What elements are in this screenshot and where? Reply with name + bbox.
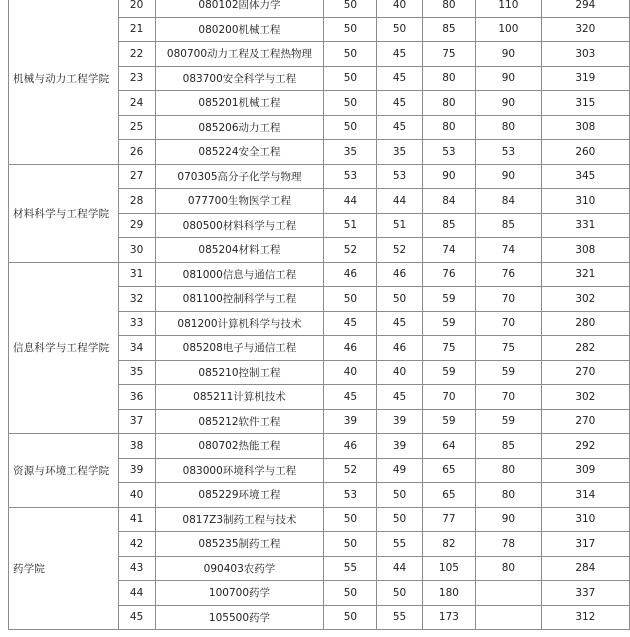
subject1-score-cell: 84 (422, 189, 475, 214)
table-row (9, 262, 630, 287)
subject1-score-cell: 105 (422, 556, 475, 581)
foreign-language-score-cell: 45 (377, 66, 422, 91)
total-score-cell: 284 (541, 556, 629, 581)
table-row (9, 164, 630, 189)
total-score-cell: 302 (541, 385, 629, 410)
foreign-language-score-cell: 55 (377, 532, 422, 557)
subject2-score-cell: 59 (476, 409, 542, 434)
subject1-score-cell: 75 (422, 336, 475, 361)
total-score-cell: 310 (541, 189, 629, 214)
foreign-language-score-cell: 40 (377, 360, 422, 385)
politics-score-cell: 55 (324, 556, 377, 581)
total-score-cell: 317 (541, 532, 629, 557)
total-score-cell: 270 (541, 409, 629, 434)
politics-score-cell: 50 (324, 17, 377, 42)
politics-score-cell: 50 (324, 91, 377, 116)
subject2-score-cell (476, 605, 542, 630)
major-cell: 081100控制科学与工程 (155, 287, 324, 312)
row-number-cell: 43 (118, 556, 155, 581)
total-score-cell: 308 (541, 238, 629, 263)
major-cell: 080200机械工程 (155, 17, 324, 42)
subject1-score-cell: 59 (422, 409, 475, 434)
row-number-cell: 37 (118, 409, 155, 434)
politics-score-cell: 50 (324, 42, 377, 67)
row-number-cell: 24 (118, 91, 155, 116)
total-score-cell: 345 (541, 164, 629, 189)
college-cell: 机械与动力工程学院 (9, 0, 119, 164)
total-score-cell: 319 (541, 66, 629, 91)
row-number-cell: 30 (118, 238, 155, 263)
row-number-cell: 45 (118, 605, 155, 630)
total-score-cell: 310 (541, 507, 629, 532)
subject1-score-cell: 77 (422, 507, 475, 532)
subject2-score-cell: 85 (476, 434, 542, 459)
subject2-score-cell: 80 (476, 556, 542, 581)
politics-score-cell: 50 (324, 0, 377, 17)
total-score-cell: 294 (541, 0, 629, 17)
major-cell: 085210控制工程 (155, 360, 324, 385)
major-cell: 085212软件工程 (155, 409, 324, 434)
foreign-language-score-cell: 50 (377, 581, 422, 606)
table-row (9, 507, 630, 532)
politics-score-cell: 53 (324, 483, 377, 508)
subject2-score-cell: 70 (476, 311, 542, 336)
foreign-language-score-cell: 50 (377, 17, 422, 42)
subject1-score-cell: 75 (422, 42, 475, 67)
major-cell: 080500材料科学与工程 (155, 213, 324, 238)
subject2-score-cell: 90 (476, 66, 542, 91)
table-row (9, 434, 630, 459)
subject2-score-cell: 53 (476, 140, 542, 165)
subject2-score-cell: 76 (476, 262, 542, 287)
subject2-score-cell: 85 (476, 213, 542, 238)
subject1-score-cell: 80 (422, 0, 475, 17)
politics-score-cell: 45 (324, 385, 377, 410)
row-number-cell: 35 (118, 360, 155, 385)
row-number-cell: 34 (118, 336, 155, 361)
major-cell: 085224安全工程 (155, 140, 324, 165)
foreign-language-score-cell: 45 (377, 42, 422, 67)
row-number-cell: 31 (118, 262, 155, 287)
politics-score-cell: 46 (324, 262, 377, 287)
politics-score-cell: 50 (324, 507, 377, 532)
politics-score-cell: 46 (324, 336, 377, 361)
politics-score-cell: 52 (324, 458, 377, 483)
subject2-score-cell: 80 (476, 115, 542, 140)
subject1-score-cell: 180 (422, 581, 475, 606)
college-cell: 药学院 (9, 507, 119, 630)
foreign-language-score-cell: 45 (377, 311, 422, 336)
politics-score-cell: 53 (324, 164, 377, 189)
subject1-score-cell: 80 (422, 66, 475, 91)
foreign-language-score-cell: 50 (377, 483, 422, 508)
total-score-cell: 260 (541, 140, 629, 165)
row-number-cell: 39 (118, 458, 155, 483)
row-number-cell: 28 (118, 189, 155, 214)
major-cell: 090403农药学 (155, 556, 324, 581)
politics-score-cell: 50 (324, 581, 377, 606)
politics-score-cell: 50 (324, 66, 377, 91)
subject2-score-cell: 74 (476, 238, 542, 263)
subject1-score-cell: 76 (422, 262, 475, 287)
subject2-score-cell (476, 581, 542, 606)
row-number-cell: 41 (118, 507, 155, 532)
row-number-cell: 26 (118, 140, 155, 165)
subject2-score-cell: 80 (476, 458, 542, 483)
subject1-score-cell: 53 (422, 140, 475, 165)
row-number-cell: 42 (118, 532, 155, 557)
subject1-score-cell: 82 (422, 532, 475, 557)
subject2-score-cell: 75 (476, 336, 542, 361)
total-score-cell: 314 (541, 483, 629, 508)
subject1-score-cell: 85 (422, 213, 475, 238)
subject2-score-cell: 90 (476, 91, 542, 116)
score-table (8, 0, 630, 630)
subject1-score-cell: 74 (422, 238, 475, 263)
total-score-cell: 308 (541, 115, 629, 140)
major-cell: 083000环境科学与工程 (155, 458, 324, 483)
row-number-cell: 21 (118, 17, 155, 42)
major-cell: 077700生物医学工程 (155, 189, 324, 214)
subject2-score-cell: 100 (476, 17, 542, 42)
college-cell: 材料科学与工程学院 (9, 164, 119, 262)
foreign-language-score-cell: 45 (377, 385, 422, 410)
politics-score-cell: 46 (324, 434, 377, 459)
subject2-score-cell: 90 (476, 164, 542, 189)
major-cell: 105500药学 (155, 605, 324, 630)
subject1-score-cell: 59 (422, 287, 475, 312)
subject1-score-cell: 70 (422, 385, 475, 410)
table-body (9, 0, 630, 630)
major-cell: 085235制药工程 (155, 532, 324, 557)
row-number-cell: 29 (118, 213, 155, 238)
total-score-cell: 321 (541, 262, 629, 287)
total-score-cell: 337 (541, 581, 629, 606)
subject1-score-cell: 59 (422, 360, 475, 385)
politics-score-cell: 52 (324, 238, 377, 263)
foreign-language-score-cell: 44 (377, 556, 422, 581)
subject2-score-cell: 90 (476, 42, 542, 67)
foreign-language-score-cell: 45 (377, 115, 422, 140)
total-score-cell: 302 (541, 287, 629, 312)
total-score-cell: 320 (541, 17, 629, 42)
foreign-language-score-cell: 35 (377, 140, 422, 165)
foreign-language-score-cell: 45 (377, 91, 422, 116)
subject1-score-cell: 59 (422, 311, 475, 336)
politics-score-cell: 35 (324, 140, 377, 165)
foreign-language-score-cell: 46 (377, 262, 422, 287)
total-score-cell: 292 (541, 434, 629, 459)
major-cell: 081200计算机科学与技术 (155, 311, 324, 336)
major-cell: 085208电子与通信工程 (155, 336, 324, 361)
row-number-cell: 20 (118, 0, 155, 17)
subject1-score-cell: 65 (422, 483, 475, 508)
subject1-score-cell: 65 (422, 458, 475, 483)
subject1-score-cell: 85 (422, 17, 475, 42)
foreign-language-score-cell: 50 (377, 507, 422, 532)
subject1-score-cell: 173 (422, 605, 475, 630)
politics-score-cell: 51 (324, 213, 377, 238)
foreign-language-score-cell: 55 (377, 605, 422, 630)
major-cell: 085229环境工程 (155, 483, 324, 508)
foreign-language-score-cell: 51 (377, 213, 422, 238)
foreign-language-score-cell: 44 (377, 189, 422, 214)
major-cell: 070305高分子化学与物理 (155, 164, 324, 189)
table-row (9, 0, 630, 17)
major-cell: 080700动力工程及工程热物理 (155, 42, 324, 67)
subject2-score-cell: 70 (476, 385, 542, 410)
politics-score-cell: 39 (324, 409, 377, 434)
total-score-cell: 270 (541, 360, 629, 385)
row-number-cell: 38 (118, 434, 155, 459)
foreign-language-score-cell: 46 (377, 336, 422, 361)
subject2-score-cell: 78 (476, 532, 542, 557)
total-score-cell: 303 (541, 42, 629, 67)
major-cell: 085206动力工程 (155, 115, 324, 140)
subject1-score-cell: 80 (422, 115, 475, 140)
politics-score-cell: 40 (324, 360, 377, 385)
subject1-score-cell: 64 (422, 434, 475, 459)
row-number-cell: 36 (118, 385, 155, 410)
row-number-cell: 44 (118, 581, 155, 606)
major-cell: 080702热能工程 (155, 434, 324, 459)
politics-score-cell: 45 (324, 311, 377, 336)
politics-score-cell: 50 (324, 287, 377, 312)
row-number-cell: 40 (118, 483, 155, 508)
foreign-language-score-cell: 39 (377, 409, 422, 434)
politics-score-cell: 44 (324, 189, 377, 214)
major-cell: 080102固体力学 (155, 0, 324, 17)
politics-score-cell: 50 (324, 532, 377, 557)
major-cell: 085201机械工程 (155, 91, 324, 116)
total-score-cell: 282 (541, 336, 629, 361)
total-score-cell: 312 (541, 605, 629, 630)
total-score-cell: 280 (541, 311, 629, 336)
row-number-cell: 27 (118, 164, 155, 189)
major-cell: 083700安全科学与工程 (155, 66, 324, 91)
subject2-score-cell: 80 (476, 483, 542, 508)
subject1-score-cell: 80 (422, 91, 475, 116)
foreign-language-score-cell: 49 (377, 458, 422, 483)
row-number-cell: 23 (118, 66, 155, 91)
row-number-cell: 33 (118, 311, 155, 336)
politics-score-cell: 50 (324, 605, 377, 630)
politics-score-cell: 50 (324, 115, 377, 140)
foreign-language-score-cell: 40 (377, 0, 422, 17)
subject2-score-cell: 70 (476, 287, 542, 312)
total-score-cell: 309 (541, 458, 629, 483)
row-number-cell: 22 (118, 42, 155, 67)
total-score-cell: 315 (541, 91, 629, 116)
major-cell: 081000信息与通信工程 (155, 262, 324, 287)
major-cell: 100700药学 (155, 581, 324, 606)
subject2-score-cell: 90 (476, 507, 542, 532)
subject2-score-cell: 59 (476, 360, 542, 385)
foreign-language-score-cell: 53 (377, 164, 422, 189)
subject1-score-cell: 90 (422, 164, 475, 189)
college-cell: 资源与环境工程学院 (9, 434, 119, 508)
major-cell: 0817Z3制药工程与技术 (155, 507, 324, 532)
subject2-score-cell: 110 (476, 0, 542, 17)
total-score-cell: 331 (541, 213, 629, 238)
foreign-language-score-cell: 50 (377, 287, 422, 312)
major-cell: 085211计算机技术 (155, 385, 324, 410)
foreign-language-score-cell: 39 (377, 434, 422, 459)
college-cell: 信息科学与工程学院 (9, 262, 119, 434)
row-number-cell: 32 (118, 287, 155, 312)
subject2-score-cell: 84 (476, 189, 542, 214)
major-cell: 085204材料工程 (155, 238, 324, 263)
row-number-cell: 25 (118, 115, 155, 140)
foreign-language-score-cell: 52 (377, 238, 422, 263)
